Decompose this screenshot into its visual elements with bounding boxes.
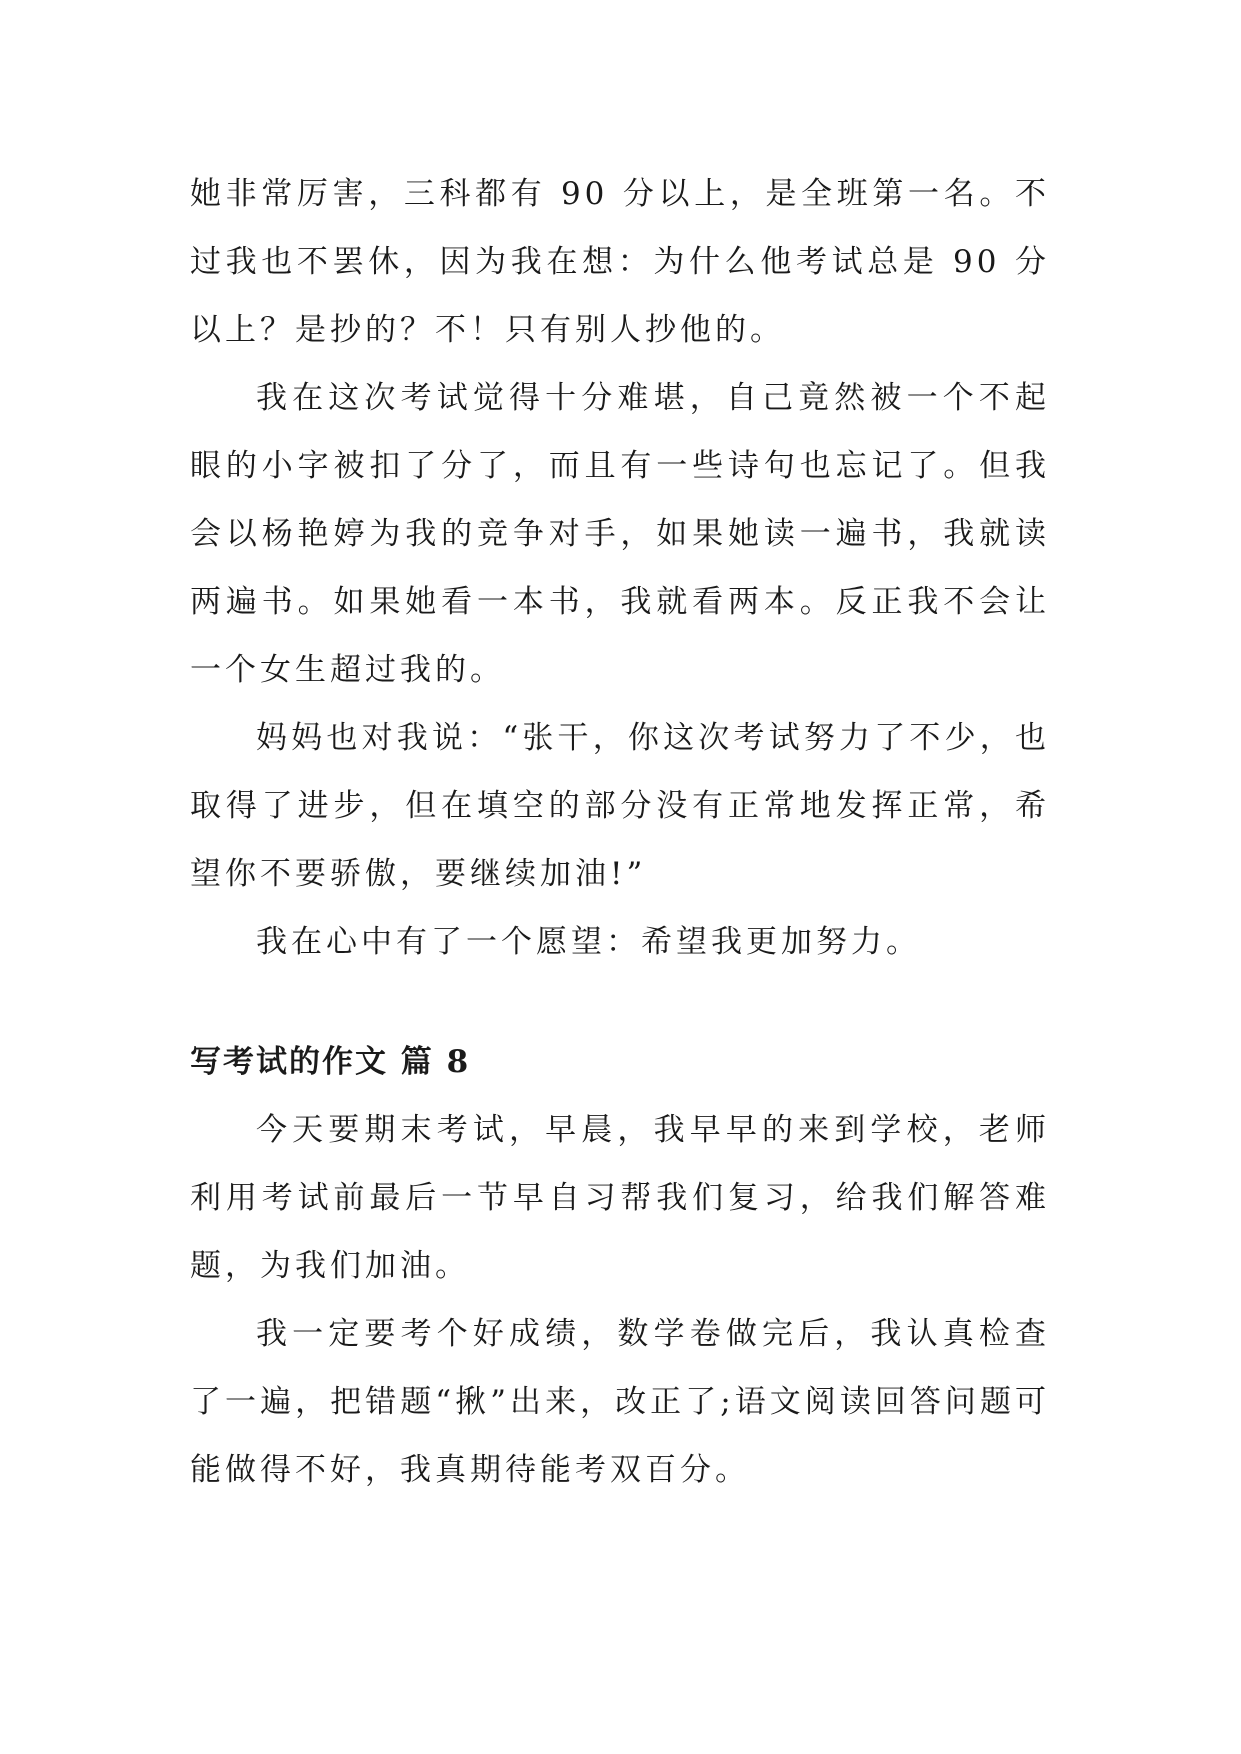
paragraph: 我在心中有了一个愿望：希望我更加努力。	[256, 924, 921, 960]
document-page	[190, 160, 1050, 1504]
paragraph: 妈妈也对我说：“张干，你这次考试努力了不少，也取得了进步，但在填空的部分没有正常地发挥正常，希望你不要骄傲，要继续加油!”	[190, 720, 1050, 892]
paragraph: 我在这次考试觉得十分难堪，自己竟然被一个不起眼的小字被扣了分了，而且有一些诗句也忘记了。但我会以杨艳婷为我的竞争对手，如果她读一遍书，我就读两遍书。如果她看一本书，我就看两本。反正我不会让一个女生超过我的。	[190, 380, 1050, 688]
paragraph: 她非常厉害，三科都有 90 分以上，是全班第一名。不过我也不罢休，因为我在想：为什么他考试总是 90 分以上？是抄的？不！只有别人抄他的。	[190, 176, 1050, 348]
section-heading: 写考试的作文 篇 8	[190, 1044, 471, 1080]
paragraph: 我一定要考个好成绩，数学卷做完后，我认真检查了一遍，把错题“揪”出来，改正了;语文阅读回答问题可能做得不好，我真期待能考双百分。	[190, 1316, 1050, 1488]
paragraph: 今天要期末考试，早晨，我早早的来到学校，老师利用考试前最后一节早自习帮我们复习，给我们解答难题，为我们加油。	[190, 1112, 1050, 1284]
